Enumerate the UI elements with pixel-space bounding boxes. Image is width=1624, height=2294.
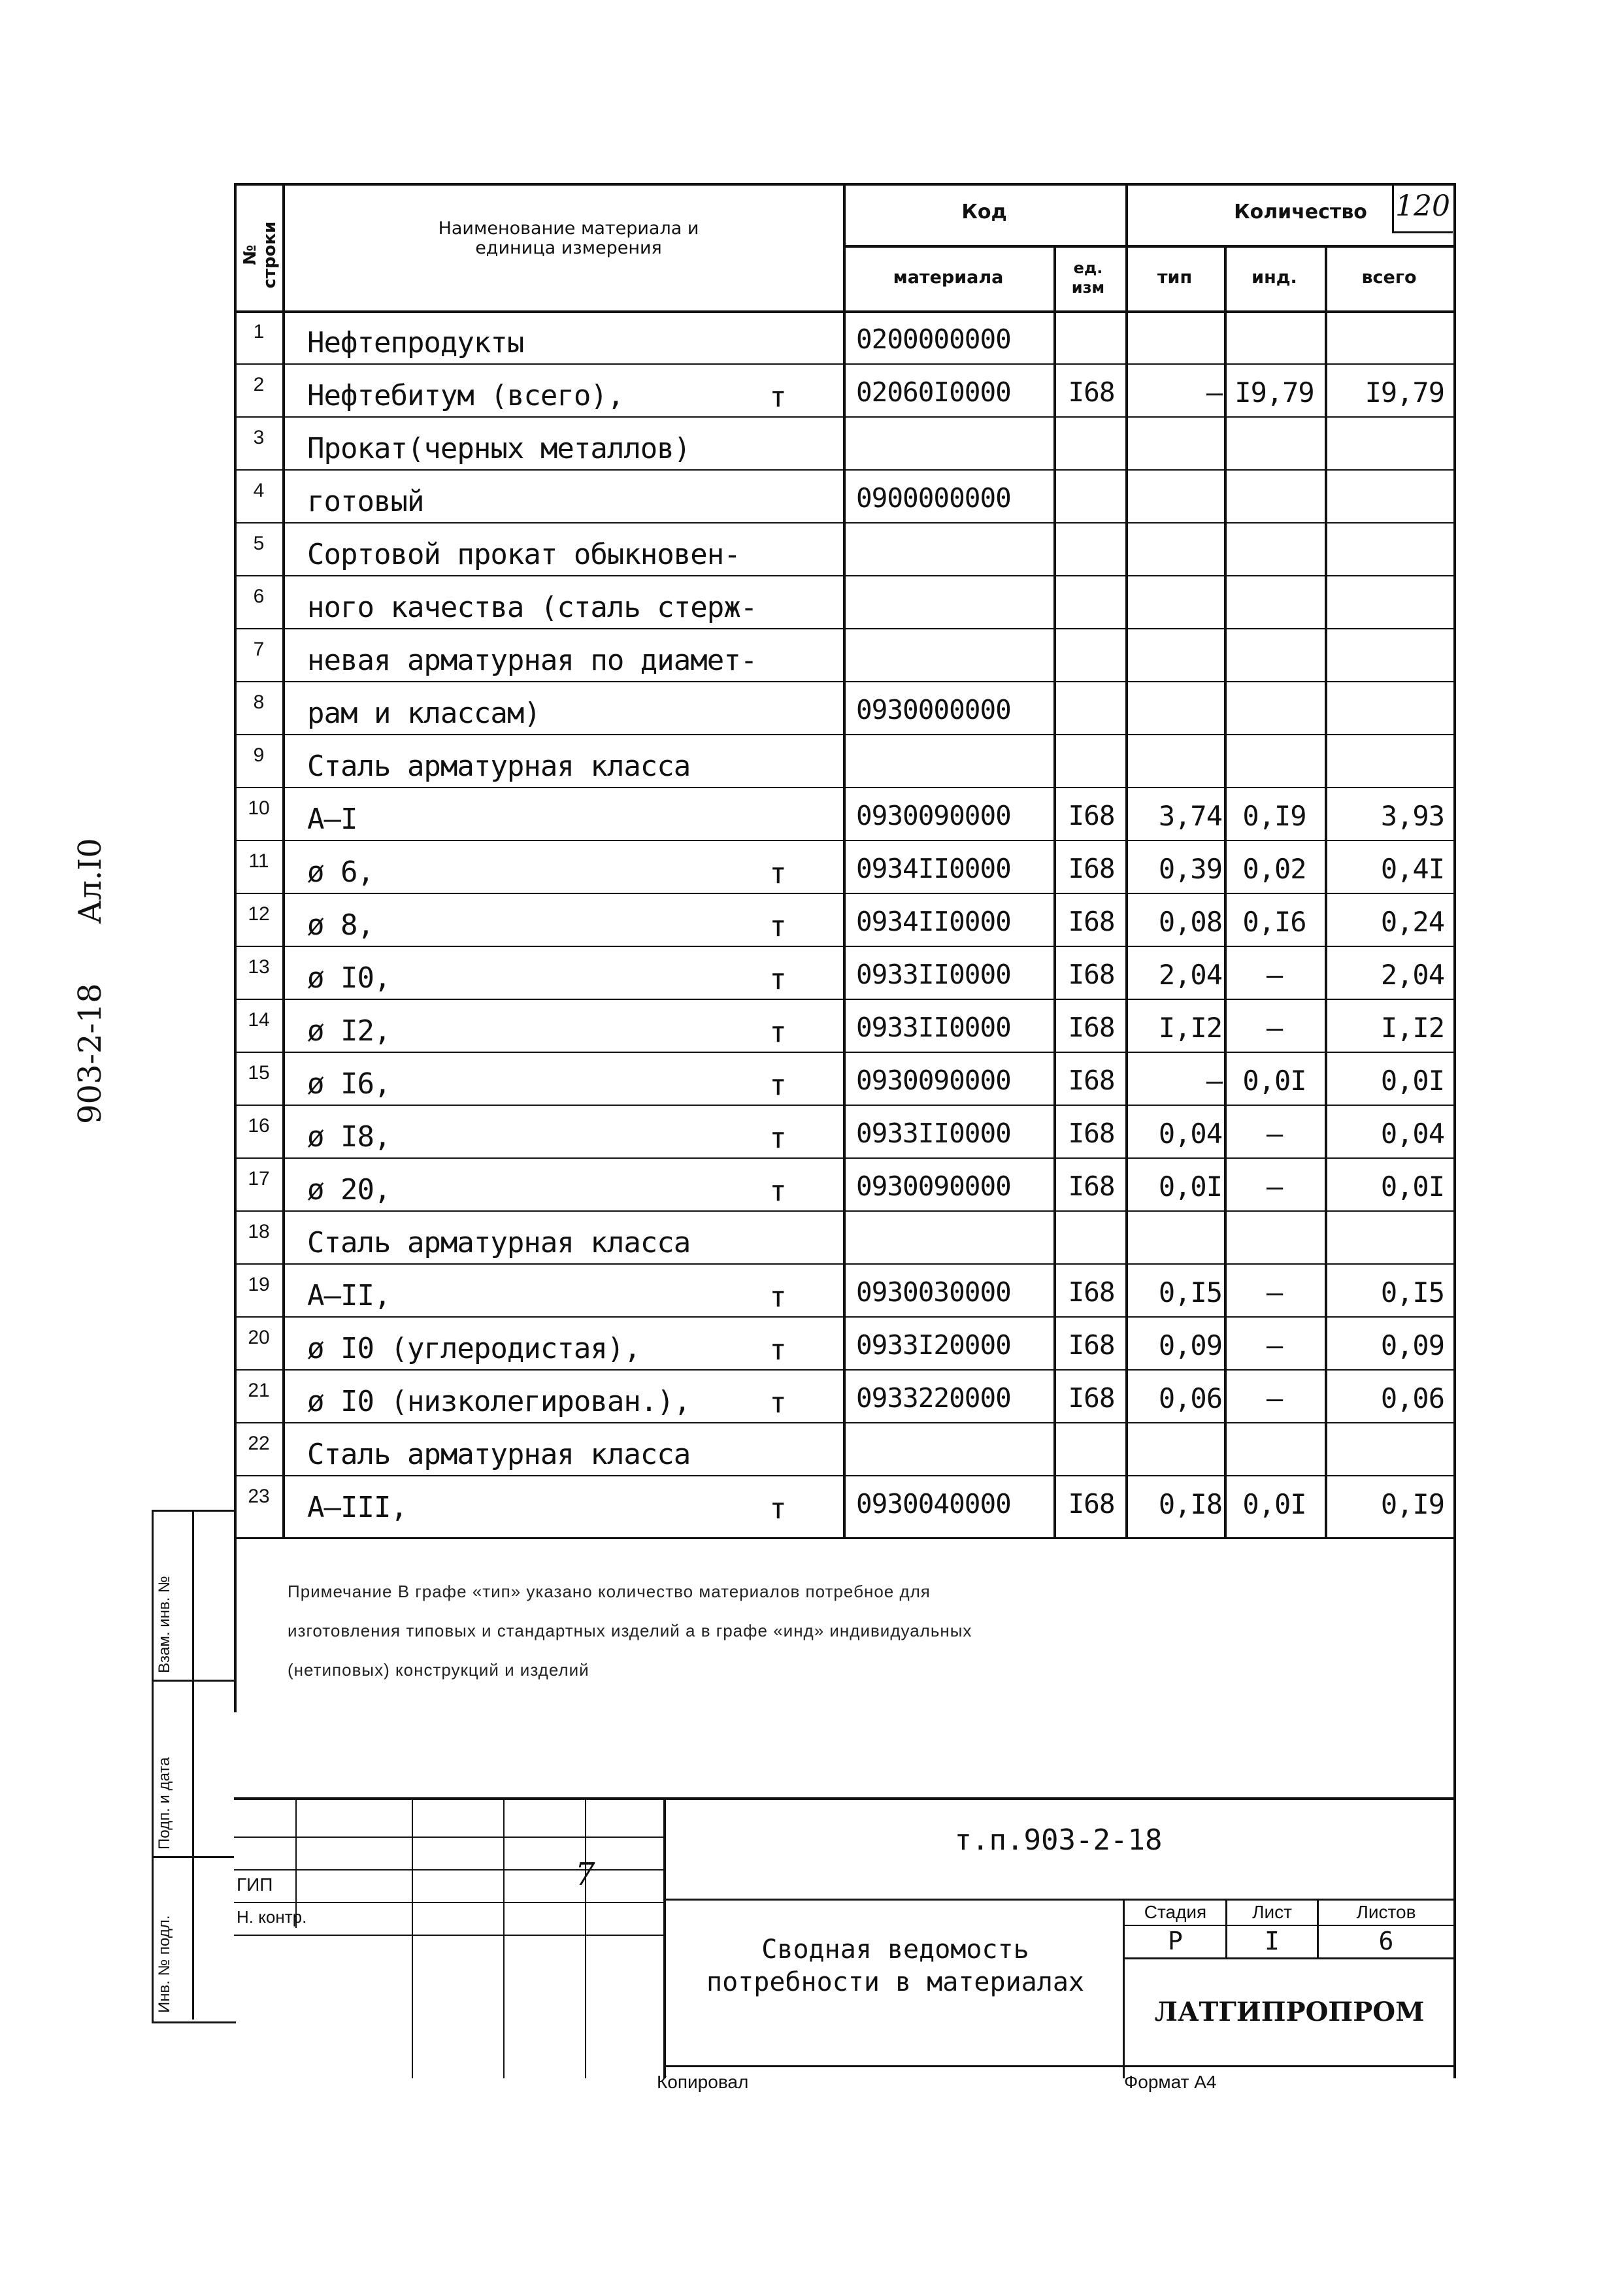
signature-mark: 7 bbox=[575, 1856, 595, 1893]
qty-type-value: – bbox=[1206, 1065, 1222, 1097]
qty-type-value: 0,0I bbox=[1158, 1171, 1222, 1203]
side-sheet: Ал.I0 bbox=[72, 838, 108, 924]
material-name: Сталь арматурная класса bbox=[307, 1226, 691, 1259]
material-code: 0933I20000 bbox=[856, 1329, 1011, 1361]
material-name: Нефтепродукты bbox=[307, 326, 524, 359]
note-line-1: Примечание В графе «тип» указано количество материалов потребное для bbox=[288, 1582, 931, 1601]
unit-code: I68 bbox=[1068, 376, 1115, 408]
material-name: ø I0 (низколегирован.), bbox=[307, 1385, 691, 1418]
material-name: рам и классам) bbox=[307, 697, 540, 730]
qty-total-value: 0,24 bbox=[1380, 906, 1444, 938]
qty-type-value: I,I2 bbox=[1158, 1012, 1222, 1044]
header-quantity: Количество bbox=[1234, 201, 1367, 224]
unit-label: т bbox=[769, 910, 786, 943]
row-number: 22 bbox=[248, 1433, 270, 1454]
header-code-unit: ед. изм bbox=[1071, 259, 1105, 297]
note-line-3: (нетиповых) конструкций и изделий bbox=[288, 1660, 589, 1680]
qty-ind-value: 0,02 bbox=[1242, 853, 1306, 885]
qty-total-value: 0,0I bbox=[1380, 1065, 1444, 1097]
qty-ind-value: – bbox=[1266, 1276, 1283, 1308]
qty-ind-value: – bbox=[1266, 959, 1283, 991]
header-row-no: № строки bbox=[240, 221, 280, 289]
unit-code: I68 bbox=[1068, 1171, 1115, 1202]
sheets-label: Листов bbox=[1356, 1902, 1416, 1922]
qty-ind-value: – bbox=[1266, 1012, 1283, 1044]
qty-total-value: I,I2 bbox=[1380, 1012, 1444, 1044]
stage-value: Р bbox=[1168, 1927, 1183, 1955]
row-number: 2 bbox=[253, 374, 265, 395]
header-name: Наименование материала и единица измерения bbox=[438, 218, 699, 258]
unit-label: т bbox=[769, 1016, 786, 1049]
row-number: 11 bbox=[248, 850, 269, 872]
unit-label: т bbox=[769, 380, 786, 414]
qty-type-value: 0,08 bbox=[1158, 906, 1222, 938]
material-name: ø I0 (углеродистая), bbox=[307, 1332, 640, 1365]
side-stamp-2: Подп. и дата bbox=[156, 1757, 173, 1850]
qty-ind-value: – bbox=[1266, 1382, 1283, 1414]
material-name: невая арматурная по диамет- bbox=[307, 644, 757, 677]
control-label: Копировал bbox=[657, 2072, 749, 2092]
unit-code: I68 bbox=[1068, 800, 1115, 831]
unit-code: I68 bbox=[1068, 1488, 1115, 1520]
material-code: 0933220000 bbox=[856, 1382, 1011, 1414]
row-number: 1 bbox=[253, 321, 265, 342]
side-stamp-1: Инв. № подл. bbox=[156, 1915, 173, 2013]
qty-type-value: – bbox=[1206, 376, 1222, 408]
row-number: 4 bbox=[253, 480, 265, 501]
unit-code: I68 bbox=[1068, 1276, 1115, 1308]
qty-ind-value: I9,79 bbox=[1235, 376, 1314, 408]
unit-code: I68 bbox=[1068, 1118, 1115, 1149]
qty-ind-value: – bbox=[1266, 1118, 1283, 1150]
side-doc-code: 903-2-18 bbox=[72, 983, 108, 1124]
qty-type-value: 2,04 bbox=[1158, 959, 1222, 991]
material-name: ø 6, bbox=[307, 856, 374, 889]
side-stamp-3: Взам. инв. № bbox=[156, 1576, 173, 1673]
role-gip: ГИП bbox=[237, 1874, 273, 1895]
material-name: ø 20, bbox=[307, 1173, 391, 1206]
material-code: 0930030000 bbox=[856, 1276, 1011, 1308]
unit-label: т bbox=[769, 1386, 786, 1420]
header-code: Код bbox=[961, 201, 1007, 224]
header-code-material: материала bbox=[893, 267, 1004, 288]
qty-ind-value: – bbox=[1266, 1171, 1283, 1203]
row-number: 20 bbox=[248, 1327, 270, 1348]
format-label: Формат А4 bbox=[1124, 2072, 1217, 2092]
unit-code: I68 bbox=[1068, 853, 1115, 884]
doc-title-line-2: потребности в материалах bbox=[706, 1967, 1084, 1997]
unit-label: т bbox=[769, 1492, 786, 1525]
row-number: 19 bbox=[248, 1274, 270, 1295]
doc-number: т.п.903-2-18 bbox=[954, 1823, 1163, 1857]
material-name: готовый bbox=[307, 485, 424, 518]
row-number: 10 bbox=[248, 797, 270, 819]
qty-type-value: 0,09 bbox=[1158, 1329, 1222, 1361]
material-code: 0933II0000 bbox=[856, 1012, 1011, 1043]
unit-label: т bbox=[769, 1174, 786, 1208]
row-number: 23 bbox=[248, 1486, 270, 1507]
qty-total-value: 0,I9 bbox=[1380, 1488, 1444, 1520]
material-name: Прокат(черных металлов) bbox=[307, 432, 691, 465]
header-qty-type: тип bbox=[1157, 267, 1193, 288]
qty-ind-value: 0,0I bbox=[1242, 1065, 1306, 1097]
sheet-label: Лист bbox=[1252, 1902, 1292, 1922]
row-number: 5 bbox=[253, 533, 265, 554]
material-name: А–III, bbox=[307, 1491, 407, 1524]
qty-type-value: 0,06 bbox=[1158, 1382, 1222, 1414]
material-code: 0933II0000 bbox=[856, 959, 1011, 990]
note-line-2: изготовления типовых и стандартных изделий а в графе «инд» индивидуальных bbox=[288, 1621, 972, 1640]
page-number: 120 bbox=[1395, 190, 1450, 223]
material-name: Сталь арматурная класса bbox=[307, 1438, 691, 1471]
row-number: 16 bbox=[248, 1115, 270, 1137]
qty-ind-value: – bbox=[1266, 1329, 1283, 1361]
header-qty-total: всего bbox=[1361, 267, 1417, 288]
qty-total-value: 0,06 bbox=[1380, 1382, 1444, 1414]
material-code: 0200000000 bbox=[856, 324, 1011, 355]
header-qty-ind: инд. bbox=[1251, 267, 1297, 288]
qty-type-value: 0,39 bbox=[1158, 853, 1222, 885]
material-code: 0930090000 bbox=[856, 1171, 1011, 1202]
material-name: ø I2, bbox=[307, 1014, 391, 1048]
row-number: 18 bbox=[248, 1221, 270, 1242]
unit-label: т bbox=[769, 1122, 786, 1155]
qty-ind-value: 0,I6 bbox=[1242, 906, 1306, 938]
material-name: Сталь арматурная класса bbox=[307, 750, 691, 783]
qty-ind-value: 0,I9 bbox=[1242, 800, 1306, 832]
unit-code: I68 bbox=[1068, 1329, 1115, 1361]
qty-type-value: 0,04 bbox=[1158, 1118, 1222, 1150]
role-norm-control: Н. контр. bbox=[237, 1907, 307, 1927]
qty-total-value: 3,93 bbox=[1380, 800, 1444, 832]
unit-label: т bbox=[769, 857, 786, 890]
row-number: 8 bbox=[253, 691, 265, 713]
unit-label: т bbox=[769, 963, 786, 996]
material-name: ного качества (сталь стерж- bbox=[307, 591, 757, 624]
material-name: Сортовой прокат обыкновен- bbox=[307, 538, 740, 571]
unit-code: I68 bbox=[1068, 1012, 1115, 1043]
qty-type-value: 0,I8 bbox=[1158, 1488, 1222, 1520]
unit-code: I68 bbox=[1068, 1065, 1115, 1096]
qty-total-value: 0,I5 bbox=[1380, 1276, 1444, 1308]
row-number: 6 bbox=[253, 586, 265, 607]
qty-total-value: 2,04 bbox=[1380, 959, 1444, 991]
material-code: 0933II0000 bbox=[856, 1118, 1011, 1149]
qty-ind-value: 0,0I bbox=[1242, 1488, 1306, 1520]
material-code: 0900000000 bbox=[856, 482, 1011, 514]
row-number: 17 bbox=[248, 1168, 270, 1189]
material-name: ø I0, bbox=[307, 961, 391, 995]
unit-code: I68 bbox=[1068, 906, 1115, 937]
material-name: А–II, bbox=[307, 1279, 391, 1312]
material-code: 0930090000 bbox=[856, 1065, 1011, 1096]
material-code: 0934II0000 bbox=[856, 853, 1011, 884]
row-number: 7 bbox=[253, 639, 265, 660]
unit-label: т bbox=[769, 1280, 786, 1314]
row-number: 12 bbox=[248, 903, 270, 925]
side-doc-label bbox=[72, 732, 124, 1124]
qty-total-value: 0,4I bbox=[1380, 853, 1444, 885]
material-name: ø I6, bbox=[307, 1067, 391, 1101]
row-number: 15 bbox=[248, 1062, 270, 1084]
organization: ЛАТГИПРОПРОМ bbox=[1154, 1997, 1425, 2027]
material-code: 0930000000 bbox=[856, 694, 1011, 725]
qty-type-value: 3,74 bbox=[1158, 800, 1222, 832]
sheet-value: I bbox=[1265, 1927, 1280, 1955]
row-number: 13 bbox=[248, 956, 270, 978]
material-name: Нефтебитум (всего), bbox=[307, 379, 624, 412]
unit-code: I68 bbox=[1068, 959, 1115, 990]
unit-label: т bbox=[769, 1333, 786, 1367]
material-code: 0930040000 bbox=[856, 1488, 1011, 1520]
row-number: 3 bbox=[253, 427, 265, 448]
qty-total-value: 0,09 bbox=[1380, 1329, 1444, 1361]
material-code: 0930090000 bbox=[856, 800, 1011, 831]
stage-label: Стадия bbox=[1144, 1902, 1207, 1922]
row-number: 9 bbox=[253, 744, 265, 766]
material-code: 0934II0000 bbox=[856, 906, 1011, 937]
row-number: 14 bbox=[248, 1009, 270, 1031]
qty-total-value: I9,79 bbox=[1365, 376, 1444, 408]
material-name: ø I8, bbox=[307, 1120, 391, 1154]
row-number: 21 bbox=[248, 1380, 270, 1401]
material-name: А–I bbox=[307, 803, 357, 836]
qty-total-value: 0,0I bbox=[1380, 1171, 1444, 1203]
material-name: ø 8, bbox=[307, 908, 374, 942]
unit-label: т bbox=[769, 1069, 786, 1102]
doc-title-line-1: Сводная ведомость bbox=[761, 1935, 1029, 1965]
qty-type-value: 0,I5 bbox=[1158, 1276, 1222, 1308]
material-code: 02060I0000 bbox=[856, 376, 1011, 408]
unit-code: I68 bbox=[1068, 1382, 1115, 1414]
qty-total-value: 0,04 bbox=[1380, 1118, 1444, 1150]
sheets-value: 6 bbox=[1378, 1927, 1394, 1955]
